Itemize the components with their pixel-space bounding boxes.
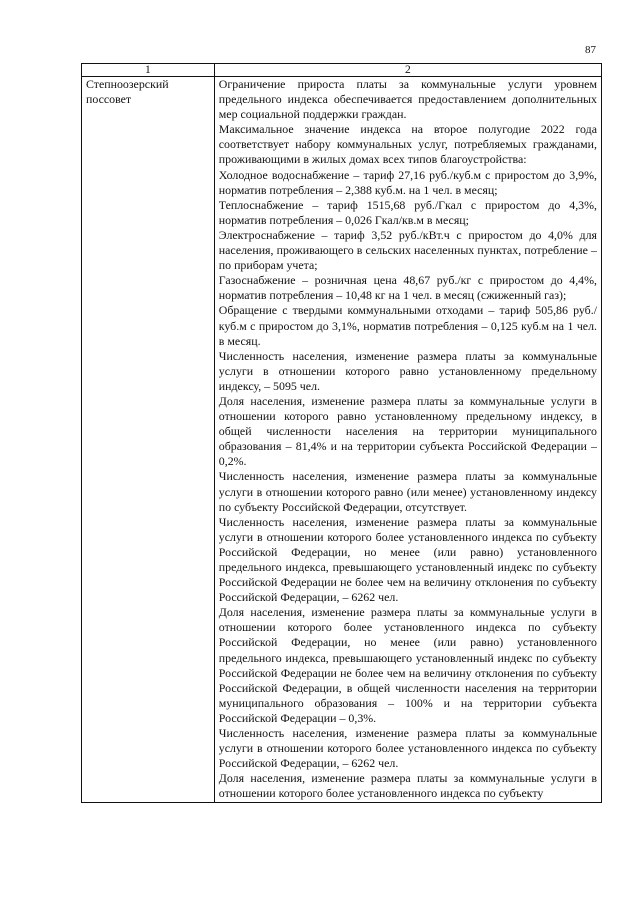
paragraph: Численность населения, изменение размера платы за коммунальные услуги в отношении которого более установленного индекса по субъекту Российской Федерации, но менее (или равно) установленного предельного индекса, превышающего установленный индекс по субъекту Российской Федерации не более чем на величину отклонения по субъекту Российской Федерации, – 6262 чел. xyxy=(218,514,597,605)
paragraph: Обращение с твердыми коммунальными отходами – тариф 505,86 руб./куб.м с приростом до 3,1%, норматив потребления – 0,125 куб.м на 1 чел. в месяц. xyxy=(218,303,597,348)
document-table xyxy=(81,63,602,803)
description-cell xyxy=(214,77,601,803)
page-number: 87 xyxy=(585,44,596,56)
paragraph: Численность населения, изменение размера платы за коммунальные услуги в отношении которого равно (или менее) установленному индексу по субъекту Российской Федерации, отсутствует. xyxy=(218,469,597,514)
paragraph: Теплоснабжение – тариф 1515,68 руб./Гкал с приростом до 4,3%, норматив потребления – 0,026 Гкал/кв.м в месяц; xyxy=(218,197,597,227)
paragraph: Холодное водоснабжение – тариф 27,16 руб./куб.м с приростом до 3,9%, норматив потребления – 2,388 куб.м. на 1 чел. в месяц; xyxy=(218,167,597,197)
table-row xyxy=(82,77,602,803)
paragraph: Доля населения, изменение размера платы за коммунальные услуги в отношении которого более установленного индекса по субъекту xyxy=(218,771,597,801)
municipality-name: Степноозерский поссовет xyxy=(86,77,169,107)
column-number-row xyxy=(82,64,602,77)
paragraph: Газоснабжение – розничная цена 48,67 руб./кг с приростом до 4,4%, норматив потребления – 10,48 кг на 1 чел. в месяц (сжиженный газ); xyxy=(218,273,597,303)
municipality-name-cell xyxy=(82,77,215,803)
column-number-2: 2 xyxy=(214,64,601,77)
paragraph: Доля населения, изменение размера платы за коммунальные услуги в отношении которого более установленного индекса по субъекту Российской Федерации, но менее (или равно) установленного предельного индекса, превышающего установленный индекс по субъекту Российской Федерации не более чем на величину отклонения по субъекту Российской Федерации, в общей численности населения на территории муниципального образования – 100% и на территории субъекта Российской Федерации – 0,3%. xyxy=(218,605,597,725)
paragraph: Численность населения, изменение размера платы за коммунальные услуги в отношении которого более установленного индекса по субъекту Российской Федерации, – 6262 чел. xyxy=(218,726,597,771)
paragraph: Численность населения, изменение размера платы за коммунальные услуги в отношении которого равно установленному предельному индексу, – 5095 чел. xyxy=(218,348,597,393)
paragraph: Ограничение прироста платы за коммунальные услуги уровнем предельного индекса обеспечивается предоставлением дополнительных мер социальной поддержки граждан. xyxy=(218,77,597,122)
column-number-1: 1 xyxy=(82,64,215,77)
paragraph: Доля населения, изменение размера платы за коммунальные услуги в отношении которого равно установленному предельному индексу, в общей численности населения на территории муниципального образования – 81,4% и на территории субъекта Российской Федерации – 0,2%. xyxy=(218,393,597,469)
paragraph: Электроснабжение – тариф 3,52 руб./кВт.ч с приростом до 4,0% для населения, проживающего в сельских населенных пунктах, потребление – по приборам учета; xyxy=(218,227,597,273)
paragraph: Максимальное значение индекса на второе полугодие 2022 года соответствует набору коммунальных услуг, потребляемых гражданами, проживающими в жилых домах всех типов благоустройства: xyxy=(218,122,597,167)
